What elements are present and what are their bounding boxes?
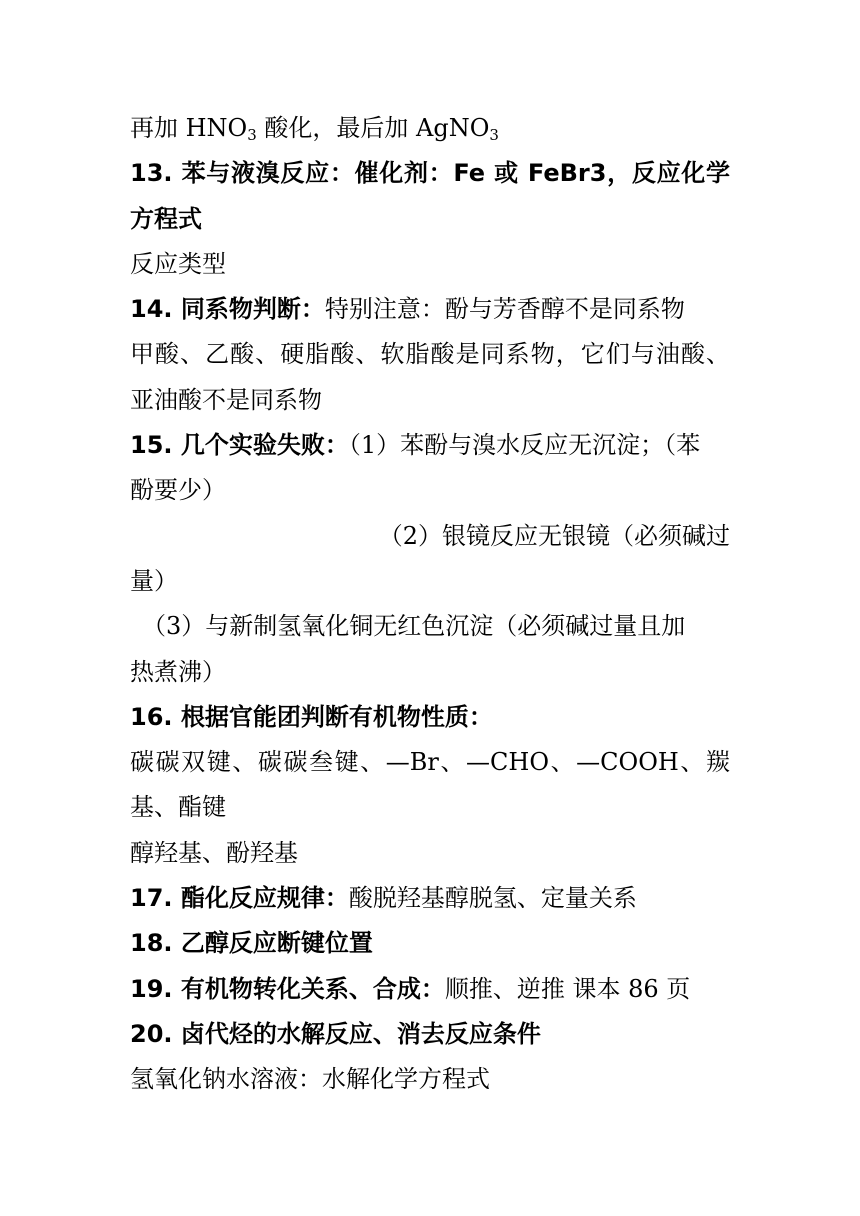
- heading-item-13-cont: 方程式: [130, 204, 202, 233]
- text-line: 醇羟基、酚羟基: [130, 838, 298, 867]
- item-heading: 14. 同系物判断：: [130, 295, 325, 324]
- heading-item-15: [130, 423, 730, 468]
- text-line: 量）: [130, 566, 178, 595]
- heading-item-19: [130, 967, 730, 1012]
- item-heading: 17. 酯化反应规律：: [130, 884, 349, 913]
- subscript: 3: [247, 126, 257, 144]
- subscript: 3: [489, 126, 499, 144]
- item-text: 酸脱羟基醇脱氢、定量关系: [348, 884, 637, 913]
- document-body: [130, 106, 730, 1103]
- text-segment: 酸化，最后加 AgNO: [256, 114, 490, 142]
- text-line: 亚油酸不是同系物: [130, 385, 322, 414]
- item-text: （1）苯酚与溴水反应无沉淀；（苯: [348, 431, 701, 460]
- item-text: 特别注意：酚与芳香醇不是同系物: [324, 295, 685, 324]
- text-line: 甲酸、乙酸、硬脂酸、软脂酸是同系物，它们与油酸、: [130, 340, 730, 369]
- item-heading: 19. 有机物转化关系、合成：: [130, 974, 445, 1003]
- text-line: 反应类型: [130, 249, 226, 278]
- heading-item-14: [130, 287, 730, 332]
- heading-item-16: 16. 根据官能团判断有机物性质：: [130, 702, 493, 731]
- item-text: 顺推、逆推 课本 86 页: [444, 974, 691, 1003]
- text-line: 基、酯键: [130, 793, 226, 822]
- text-line: （2）银镜反应无银镜（必须碱过: [378, 521, 730, 550]
- text-line: （3）与新制氢氧化铜无红色沉淀（必须碱过量且加: [142, 612, 686, 641]
- text-line: 热煮沸）: [130, 657, 226, 686]
- heading-item-18: 18. 乙醇反应断键位置: [130, 929, 373, 958]
- text-line: 酚要少）: [130, 476, 226, 505]
- text-line: 碳碳双键、碳碳叁键、—Br、—CHO、—COOH、羰: [130, 748, 730, 777]
- text-line: 氢氧化钠水溶液：水解化学方程式: [130, 1065, 490, 1094]
- heading-item-20: 20. 卤代烃的水解反应、消去反应条件: [130, 1019, 541, 1048]
- item-heading: 15. 几个实验失败：: [130, 431, 349, 460]
- text-line: [130, 106, 730, 151]
- heading-item-17: [130, 876, 730, 921]
- heading-item-13: 13. 苯与液溴反应：催化剂：Fe 或 FeBr3，反应化学: [130, 159, 730, 188]
- text-segment: 再加 HNO: [130, 114, 248, 142]
